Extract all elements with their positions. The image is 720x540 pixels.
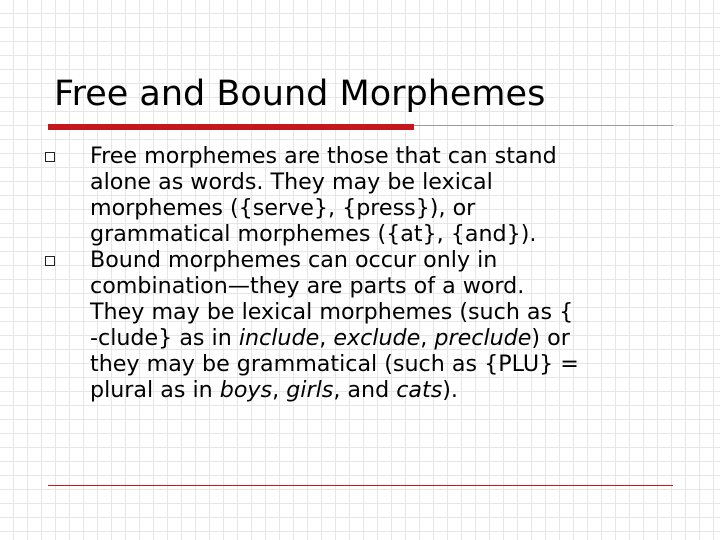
bullet-line: alone as words. They may be lexical: [90, 169, 493, 195]
example-word: girls: [286, 377, 334, 403]
example-word: preclude: [434, 325, 532, 351]
hollow-square-bullet-icon: [45, 152, 55, 162]
example-word: exclude: [333, 325, 421, 351]
example-word: include: [238, 325, 320, 351]
title-divider-accent: [48, 124, 414, 130]
bullet-item-free-morphemes: [45, 143, 685, 247]
bullet-line: morphemes ({serve}, {press}), or: [90, 195, 476, 221]
hollow-square-bullet-icon: [45, 256, 55, 266]
footer-divider: [48, 485, 673, 486]
bullet-line: they may be grammatical (such as {PLU} =: [90, 351, 579, 377]
bullet-line: combination—they are parts of a word.: [90, 273, 525, 299]
example-word: cats: [396, 377, 443, 403]
bullet-line: Bound morphemes can occur only in: [90, 247, 498, 273]
bullet-item-bound-morphemes: [45, 247, 685, 403]
bullet-line: Free morphemes are those that can stand: [90, 143, 557, 169]
example-word: boys: [219, 377, 273, 403]
bullet-line: grammatical morphemes ({at}, {and}).: [90, 221, 537, 247]
slide-title: Free and Bound Morphemes: [54, 74, 546, 114]
bullet-line: plural as in boys, girls, and cats).: [90, 377, 458, 403]
bullet-list: [45, 143, 685, 403]
bullet-line: They may be lexical morphemes (such as {: [90, 299, 574, 325]
bullet-line: -clude} as in include, exclude, preclude) or: [90, 325, 570, 351]
